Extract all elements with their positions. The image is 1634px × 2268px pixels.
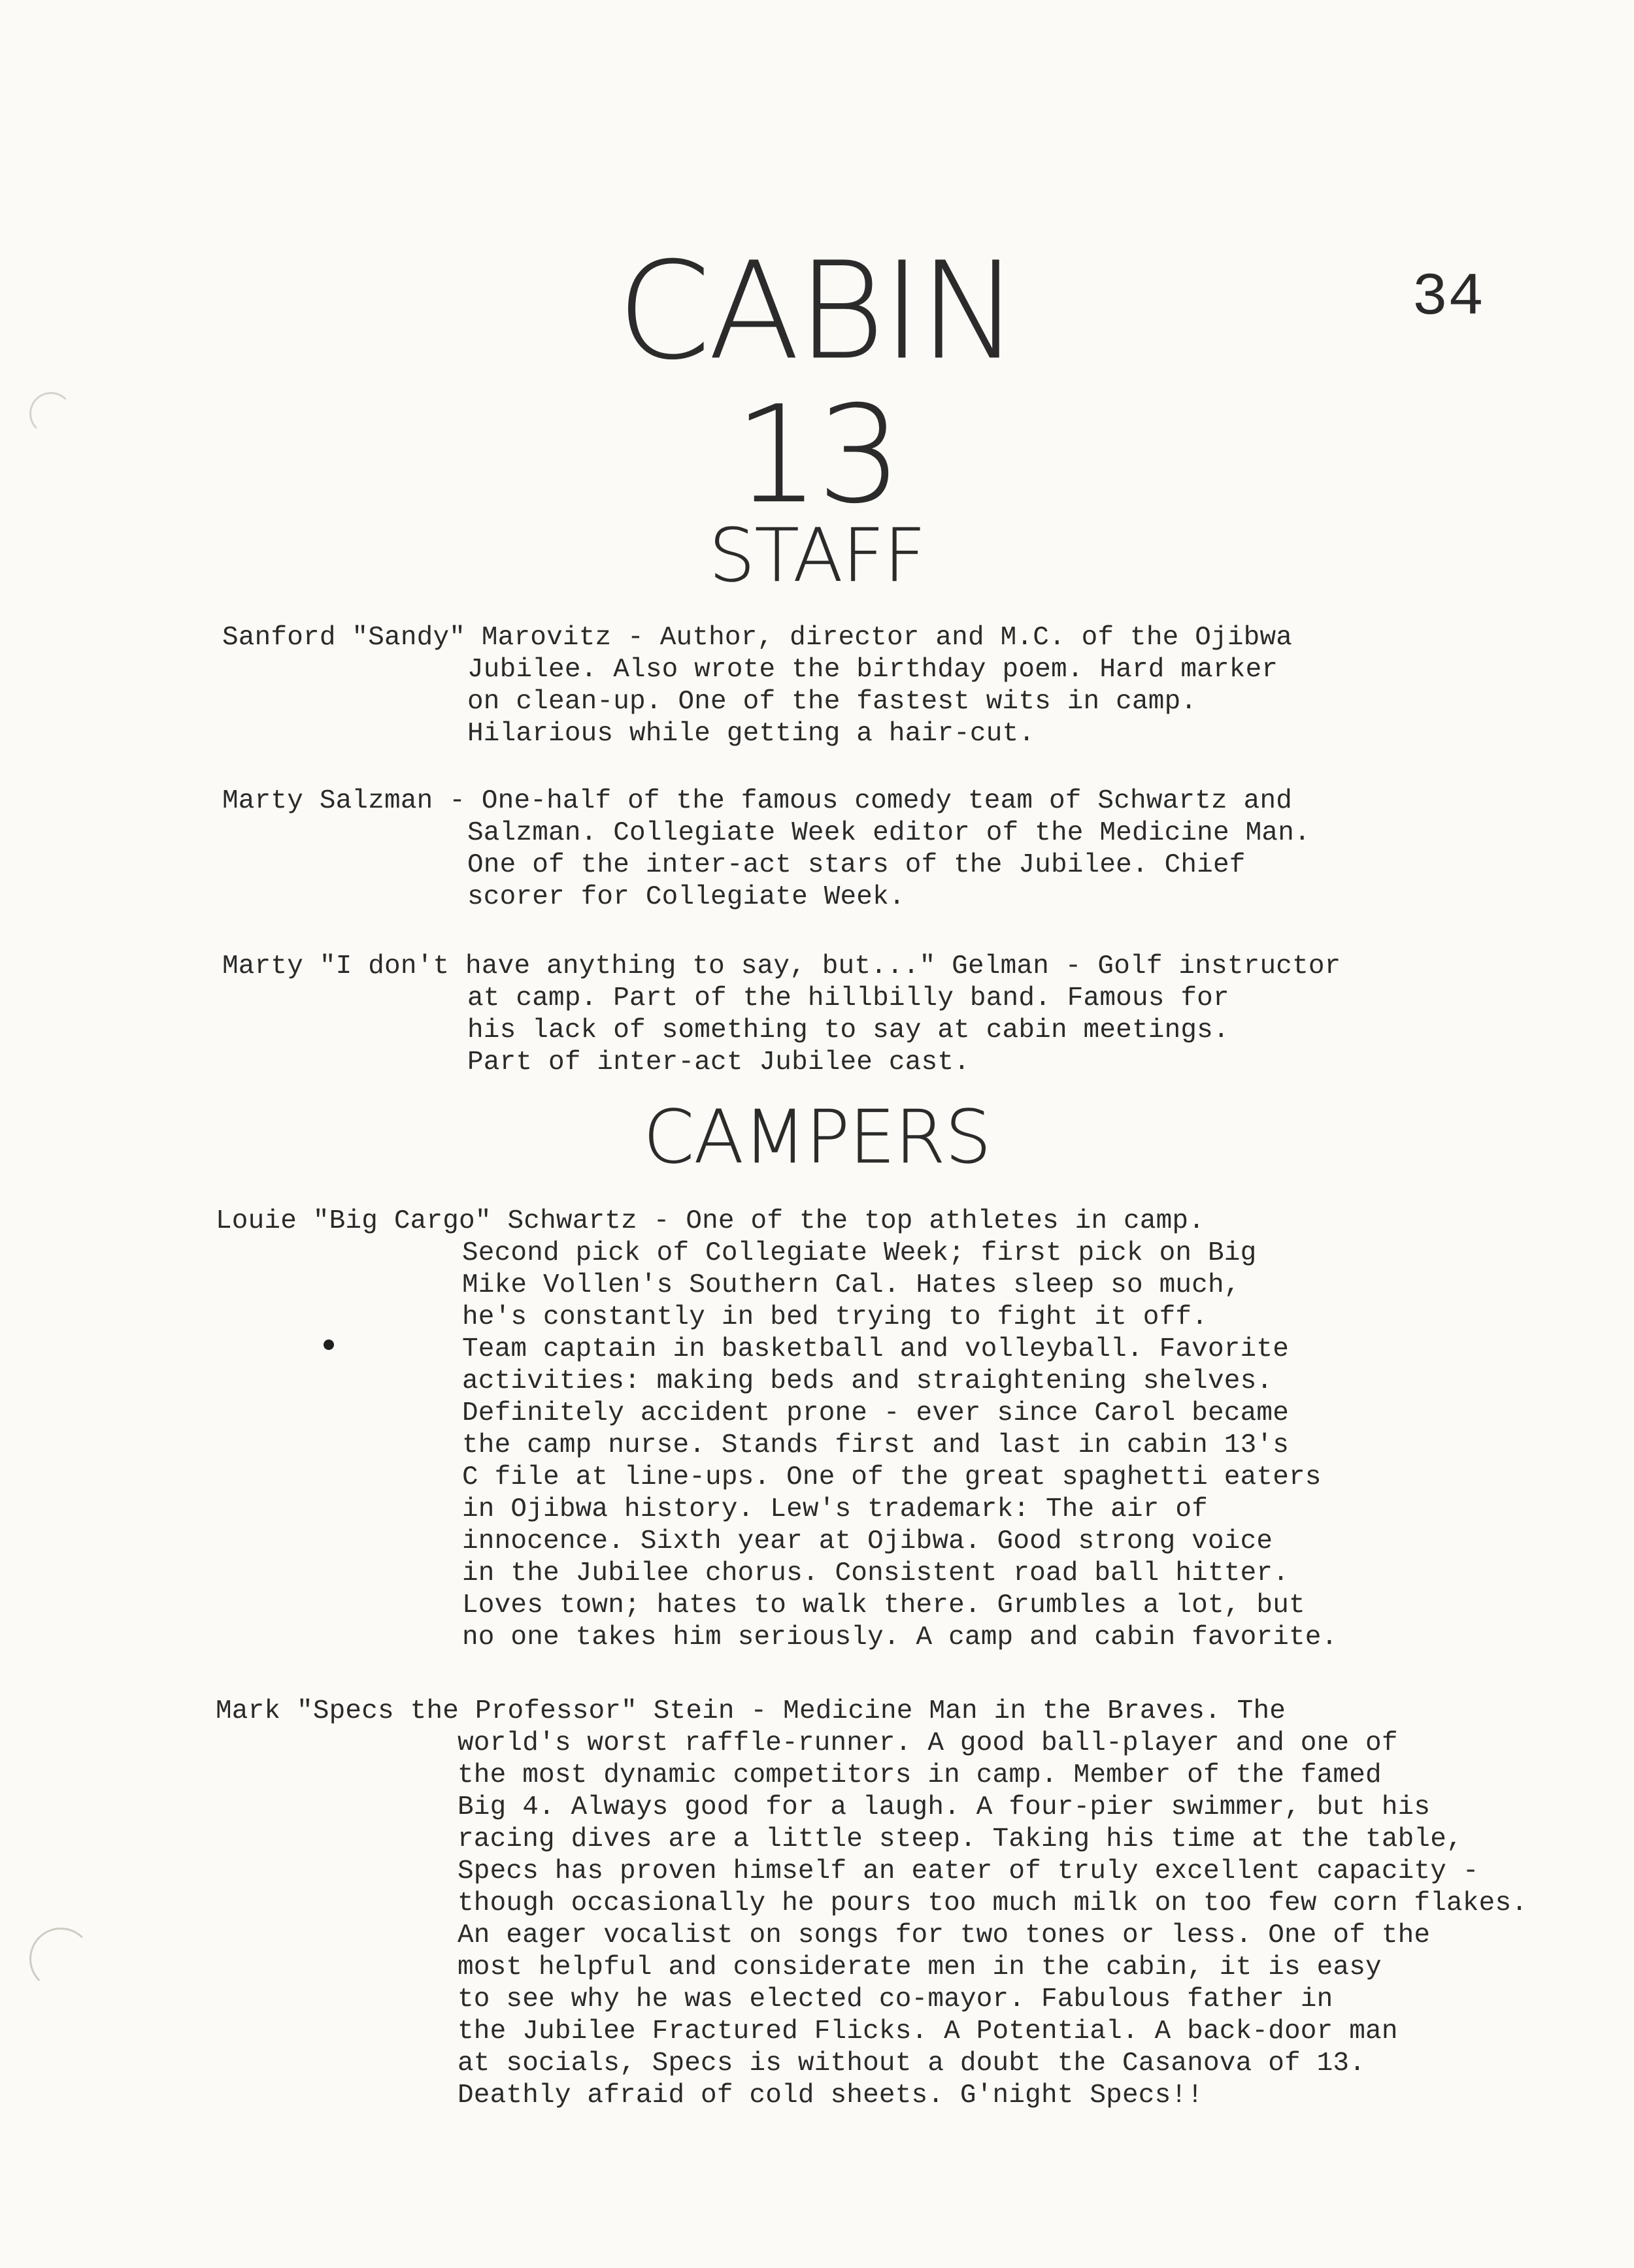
entry-line: to see why he was elected co-mayor. Fabulous father in [458, 1984, 1333, 2014]
entry-line: no one takes him seriously. A camp and cabin favorite. [462, 1622, 1338, 1652]
entry-line: An eager vocalist on songs for two tones or less. One of the [458, 1920, 1431, 1950]
entry-line: One of the inter-act stars of the Jubilee. Chief [467, 850, 1246, 880]
entry-line: Louie "Big Cargo" Schwartz - One of the top athletes in camp. [216, 1206, 1205, 1236]
entry-line: Second pick of Collegiate Week; first pick on Big [462, 1238, 1257, 1268]
punch-hole-mark-bottom [29, 1928, 92, 1990]
entry-line: the most dynamic competitors in camp. Member of the famed [458, 1760, 1382, 1790]
entry-line: Big 4. Always good for a laugh. A four-pier swimmer, but his [458, 1792, 1431, 1822]
entry-line: Hilarious while getting a hair-cut. [467, 719, 1035, 749]
entry-line: Salzman. Collegiate Week editor of the Medicine Man. [467, 818, 1310, 848]
entry-line: Loves town; hates to walk there. Grumbles a lot, but [462, 1590, 1305, 1620]
entry-line: Specs has proven himself an eater of truly excellent capacity - [458, 1856, 1479, 1886]
title-cabin-number: 13 [734, 378, 900, 533]
page-number: 34 [1412, 263, 1484, 332]
entry-line: C file at line-ups. One of the great spaghetti eaters [462, 1462, 1322, 1492]
entry-line: Jubilee. Also wrote the birthday poem. Hard marker [467, 655, 1278, 685]
entry-line: Marty "I don't have anything to say, but..." Gelman - Golf instructor [222, 951, 1341, 981]
section-heading-staff: STAFF [709, 514, 925, 599]
entry-line: racing dives are a little steep. Taking his time at the table, [458, 1824, 1463, 1854]
entry-line: Sanford "Sandy" Marovitz - Author, director and M.C. of the Ojibwa [222, 623, 1293, 653]
entry-line: his lack of something to say at cabin meetings. [467, 1015, 1229, 1045]
section-heading-campers: CAMPERS [643, 1095, 991, 1180]
entry-line: Marty Salzman - One-half of the famous comedy team of Schwartz and [222, 786, 1293, 816]
entry-line: most helpful and considerate men in the cabin, it is easy [458, 1952, 1382, 1982]
entry-line: the camp nurse. Stands first and last in cabin 13's [462, 1430, 1290, 1460]
entry-line: Part of inter-act Jubilee cast. [467, 1047, 970, 1077]
title-cabin: CABIN [617, 234, 1017, 389]
punch-hole-mark-top [29, 392, 73, 435]
entry-line: at camp. Part of the hillbilly band. Famous for [467, 983, 1229, 1013]
entry-line: the Jubilee Fractured Flicks. A Potential. A back-door man [458, 2016, 1398, 2046]
entry-line: in Ojibwa history. Lew's trademark: The air of [462, 1494, 1208, 1524]
entry-line: Mike Vollen's Southern Cal. Hates sleep so much, [462, 1270, 1241, 1300]
entry-line: Mark "Specs the Professor" Stein - Medicine Man in the Braves. The [216, 1696, 1286, 1726]
entry-line: activities: making beds and straightening shelves. [462, 1366, 1273, 1396]
entry-line: scorer for Collegiate Week. [467, 882, 905, 912]
entry-line: Team captain in basketball and volleyball. Favorite [462, 1334, 1290, 1364]
entry-line: Definitely accident prone - ever since Carol became [462, 1398, 1290, 1428]
ink-dot [324, 1339, 334, 1350]
entry-line: though occasionally he pours too much milk on too few corn flakes. [458, 1888, 1528, 1918]
entry-line: world's worst raffle-runner. A good ball-player and one of [458, 1728, 1398, 1758]
entry-line: innocence. Sixth year at Ojibwa. Good strong voice [462, 1526, 1273, 1556]
entry-line: on clean-up. One of the fastest wits in camp. [467, 687, 1197, 717]
entry-line: he's constantly in bed trying to fight it off. [462, 1302, 1208, 1332]
entry-line: at socials, Specs is without a doubt the Casanova of 13. [458, 2048, 1366, 2079]
entry-line: in the Jubilee chorus. Consistent road ball hitter. [462, 1558, 1290, 1588]
entry-line: Deathly afraid of cold sheets. G'night Specs!! [458, 2080, 1203, 2111]
